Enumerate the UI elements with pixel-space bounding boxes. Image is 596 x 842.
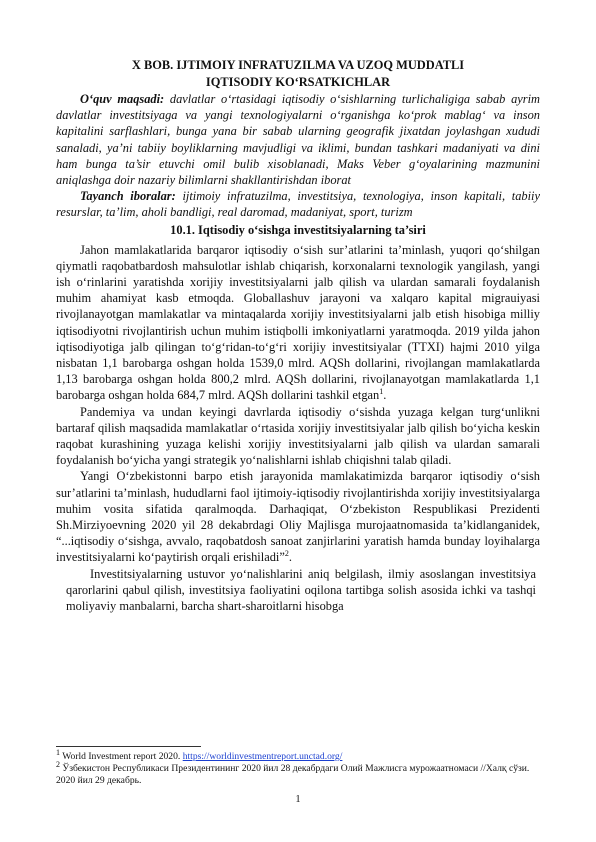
footnote-1 xyxy=(56,747,540,763)
footnote-number: 2 xyxy=(56,759,60,769)
paragraph xyxy=(56,468,540,565)
paragraph: Investitsiyalarning ustuvor yo‘nalishlarini aniq belgilash, ilmiy asoslangan investitsiya qarorlarini qabul qilish, investitsiya faoliyatini oqilona tartibga solish asosida ichki va tashqi moliyaviy manbalarni, barcha shart-sharoitlarni hisobga xyxy=(66,566,536,614)
footnote-link[interactable]: https://worldinvestmentreport.unctad.org/ xyxy=(182,751,343,762)
learning-objective-label: O‘quv maqsadi: xyxy=(80,92,165,106)
paragraph-end: . xyxy=(288,550,292,565)
learning-objective-text: davlatlar o‘rtasidagi iqtisodiy o‘sishlarning turlichaligiga sabab ayrim davlatlar investitsiyaga va yangi texnologiyalarni o‘rganishga ko‘prok mablag‘ va inson kapitalini sarflashlari, bunga yana bir sabab ularning geografik jixatdan joylashgan xududi sanaladi, ya’ni tabiiy boyliklarning mavjudligi va iklimi, bundan tashkari madaniyati va dini ham bunga ta’sir etuvchi omil bulib xisoblanadi, Maks Veber g‘oyalarining mazmunini aniqlashga doir nazariy bilimlarni shakllantirishdan iborat xyxy=(56,92,540,188)
footnote-ref[interactable]: 1 xyxy=(379,387,384,397)
footnote-number: 1 xyxy=(56,747,60,757)
paragraph: Pandemiya va undan keyingi davrlarda iqtisodiy o‘sishda yuzaga kelgan turg‘unlikni bartaraf qilish maqsadida mamlakatlar o‘rtasida xorijiy investitsiyalar jalb qilish bo‘yicha keskin raqobat kurashining yuzaga kelishi xorijiy investitsiyalarni jalb qilish va ulardan samarali foydalanish bo‘yicha yangi strategik yo‘nalishlarni ishlab chiqishni talab qiladi. xyxy=(56,404,540,468)
keywords-text: ijtimoiy infratuzilma, investitsiya, texnologiya, inson kapitali, tabiiy resurslar, ta’lim, aholi bandligi, real daromad, madaniyat, sport, turizm xyxy=(56,189,540,220)
page-number: 1 xyxy=(295,794,301,805)
chapter-title-line2: IQTISODIY KO‘RSATKICHLAR xyxy=(205,75,391,89)
paragraph-text: Yangi O‘zbekistonni barpo etish jarayonida mamlakatimizda barqaror iqtisodiy o‘sish sur’atlarini ta’minlash, hududlarni faol ijtimoiy-iqtisodiy rivojlantirishda xorijiy investitsiyalarga muhim vosita sifatida qaralmoqda. Darhaqiqat, O‘zbekiston Respublikasi Prezidenti Sh.Mirziyoevning 2020 yil 28 dekabrdagi Oliy Majlisga murojaatnomasida ta’kidlanganidek, “...iqtisodiy o‘sishga, avvalo, raqobatdosh sanoat zanjirlarini yaratish hamda bunday loyihalarga investitsiyalarni ko‘paytirish orqali erishiladi” xyxy=(56,469,540,565)
footnote-text: World Investment report 2020. xyxy=(60,751,183,762)
learning-objective xyxy=(56,91,540,188)
chapter-title-line1: X BOB. IJTIMOIY INFRATUZILMA VA UZOQ MUDDATLI xyxy=(131,58,465,72)
page-body xyxy=(56,57,540,614)
keywords-label: Tayanch iboralar: xyxy=(80,189,176,204)
paragraph xyxy=(56,242,540,404)
section-title: 10.1. Iqtisodiy o‘sishga investitsiyalarning ta’siri xyxy=(170,222,426,237)
keywords xyxy=(56,188,540,220)
paragraph-end: . xyxy=(383,388,387,403)
footnotes xyxy=(56,747,540,787)
footnote-divider xyxy=(56,746,201,747)
footnote-2 xyxy=(56,759,540,787)
footnote-text: Ўзбекистон Республикаси Президентининг 2020 йил 28 декабрдаги Олий Мажлисга мурожаатномаси //Халқ сўзи. 2020 йил 29 декабрь. xyxy=(56,763,530,786)
paragraph-text: Jahon mamlakatlarida barqaror iqtisodiy o‘sish sur’atlarini ta’minlash, yuqori qo‘shilgan qiymatli raqobatbardosh mahsulotlar ishlab chiqarish, korxonalarni texnologik yangilash, yangi ish o‘rinlarini yaratishda xorijiy investitsiyalarni jalb qilish va ulardan samarali foydalanish muhim ahamiyat kasb etmoqda. Globallashuv jarayoni va xalqaro kapital migrauiyasi rivojlanayotgan mamlakatlar va mintaqalarda xorijiy investitsiyalarni jalb etish hisobiga milliy iqtisodiyotni rivojlantirish uchun muhim istiqbolli imkoniyatlarni yaratmoqda. 2019 yilda jahon iqtisodiyotiga jalb qilingan to‘g‘ridan-to‘g‘ri xorijiy investitsiyalar (TTXI) hajmi 2010 yilga nisbatan 1,1 barobarga oshgan holda 1539,0 mlrd. AQSh dollarini, rivojlangan mamlakatlarda 1,13 barobarga oshgan holda 800,2 mlrd. AQSh dollarini, rivojlanayotgan mamlakatlarda 1,1 barobarga oshgan holda 684,7 mlrd. AQSh dollarini tashkil etgan xyxy=(56,242,540,403)
footnote-ref[interactable]: 2 xyxy=(284,549,289,559)
